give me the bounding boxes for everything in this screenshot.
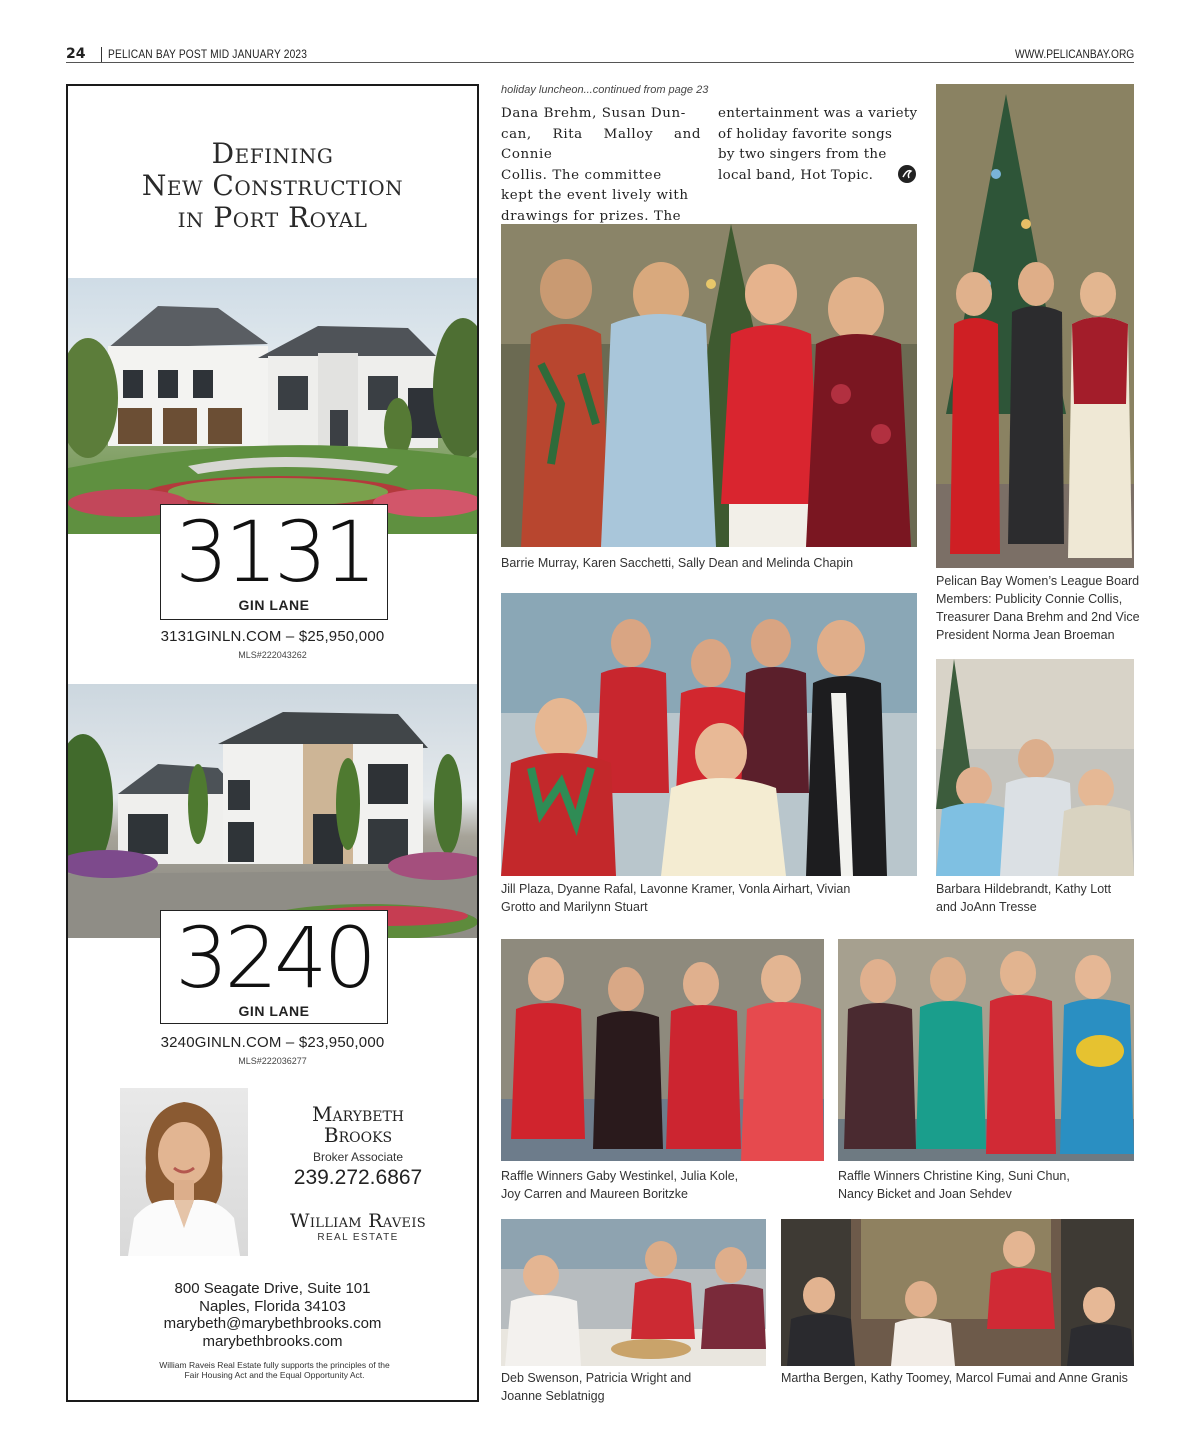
agent-name-line: Brooks	[323, 1123, 393, 1147]
photo-raffle-winners-group-2	[838, 939, 1134, 1161]
agent-phone[interactable]: 239.272.6867	[293, 1166, 423, 1189]
address-line: 800 Seagate Drive, Suite 101	[174, 1280, 371, 1297]
listing-number: 3131	[175, 503, 373, 601]
ad-headline-line: Defining	[211, 137, 334, 170]
house-rendering-3240	[68, 684, 477, 938]
ad-headline-line: in Port Royal	[177, 201, 368, 234]
article-column-2	[718, 104, 918, 186]
address-line: Naples, Florida 34103	[199, 1297, 346, 1315]
ad-headline-line: New Construction	[141, 169, 404, 202]
brokerage-logo-sub: REAL ESTATE	[317, 1232, 399, 1243]
caption-line: Joy Carren and Maureen Boritzke	[501, 1187, 688, 1201]
header-rule	[66, 62, 1134, 63]
article-line: drawings for prizes. The	[501, 208, 682, 224]
agent-name	[258, 1104, 458, 1146]
article-line: Dana Brehm, Susan Dun-	[501, 106, 686, 121]
caption-line: Nancy Bicket and Joan Sehdev	[838, 1187, 1012, 1201]
caption-line: Members: Publicity Connie Collis,	[936, 592, 1123, 606]
photo-caption	[501, 1369, 691, 1405]
photo-three-women-table	[501, 1219, 766, 1366]
photo-group-four-women-tree	[501, 224, 917, 547]
article-column-1	[501, 104, 701, 227]
article-line: kept the event lively with	[501, 188, 689, 203]
caption-line: Barrie Murray, Karen Sacchetti, Sally Dean and Melinda Chapin	[501, 556, 854, 570]
publication-line: PELICAN BAY POST MID JANUARY 2023	[108, 47, 308, 61]
photo-four-women-seated	[781, 1219, 1134, 1366]
listing-mls: MLS#222036277	[238, 1056, 307, 1066]
disclaimer-line: Fair Housing Act and the Equal Opportunity Act.	[184, 1370, 365, 1380]
listing-mls: MLS#222043262	[238, 650, 307, 660]
listing-price-link[interactable]: 3240GINLN.COM – $23,950,000	[160, 1034, 385, 1051]
email-link[interactable]: marybeth@marybethbrooks.com	[163, 1315, 382, 1332]
article-line: can, Rita Malloy and Connie	[501, 126, 701, 162]
fair-housing-disclaimer	[98, 1360, 451, 1380]
caption-line: Joanne Seblatnigg	[501, 1389, 605, 1403]
office-address	[68, 1280, 477, 1350]
caption-line: and JoAnn Tresse	[936, 900, 1037, 914]
photo-caption	[501, 880, 850, 916]
article-line: Collis. The committee	[501, 167, 662, 183]
photo-caption	[501, 554, 853, 572]
caption-line: Raffle Winners Gaby Westinkel, Julia Kole,	[501, 1169, 739, 1183]
ad-headline	[68, 138, 477, 234]
agent-headshot	[120, 1088, 248, 1256]
caption-line: Raffle Winners Christine King, Suni Chun,	[838, 1169, 1070, 1183]
article-line: of holiday favorite songs	[718, 126, 893, 142]
caption-line: Grotto and Marilynn Stuart	[501, 900, 648, 914]
caption-line: Barbara Hildebrandt, Kathy Lott	[936, 882, 1112, 896]
photo-three-women-seated	[936, 659, 1134, 876]
caption-line: Deb Swenson, Patricia Wright and	[501, 1371, 692, 1385]
listing-number-box	[160, 910, 388, 1024]
real-estate-advertisement	[66, 84, 479, 1402]
photo-caption	[936, 572, 1140, 644]
website-link[interactable]: WWW.PELICANBAY.ORG	[1014, 47, 1134, 61]
listing-price-link[interactable]: 3131GINLN.COM – $25,950,000	[160, 628, 385, 645]
caption-line: Pelican Bay Women’s League Board	[936, 574, 1140, 588]
end-of-story-icon	[898, 165, 916, 183]
article-line: by two singers from the	[718, 147, 887, 162]
caption-line: Treasurer Dana Brehm and 2nd Vice	[936, 610, 1140, 624]
header-divider	[101, 47, 102, 62]
continued-note: holiday luncheon...continued from page 23	[501, 84, 709, 96]
photo-caption	[501, 1167, 738, 1203]
caption-line: Jill Plaza, Dyanne Rafal, Lavonne Kramer, Vonla Airhart, Vivian	[501, 882, 851, 896]
listing-number: 3240	[175, 909, 373, 1007]
brokerage-logo: William Raveis	[290, 1210, 426, 1232]
photo-caption	[838, 1167, 1070, 1203]
photo-caption	[781, 1369, 1128, 1387]
disclaimer-line: William Raveis Real Estate fully supports the principles of the	[159, 1360, 390, 1370]
caption-line: President Norma Jean Broeman	[936, 628, 1115, 642]
article-line: local band, Hot Topic.	[718, 167, 874, 183]
website-link[interactable]: marybethbrooks.com	[202, 1332, 343, 1350]
photo-caption	[936, 880, 1111, 916]
listing-street: GIN LANE	[238, 1003, 310, 1019]
listing-street: GIN LANE	[238, 597, 310, 613]
photo-group-six-women	[501, 593, 917, 876]
page-number: 24	[66, 46, 86, 62]
agent-name-line: Marybeth	[312, 1102, 404, 1126]
house-rendering-3131	[68, 278, 477, 534]
caption-line: Martha Bergen, Kathy Toomey, Marcol Fumai and Anne Granis	[781, 1371, 1128, 1385]
listing-number-box	[160, 504, 388, 620]
photo-raffle-winners-group-1	[501, 939, 824, 1161]
agent-title: Broker Associate	[312, 1150, 404, 1164]
article-line: entertainment was a variety	[718, 106, 918, 121]
photo-board-members-tree	[936, 84, 1134, 568]
